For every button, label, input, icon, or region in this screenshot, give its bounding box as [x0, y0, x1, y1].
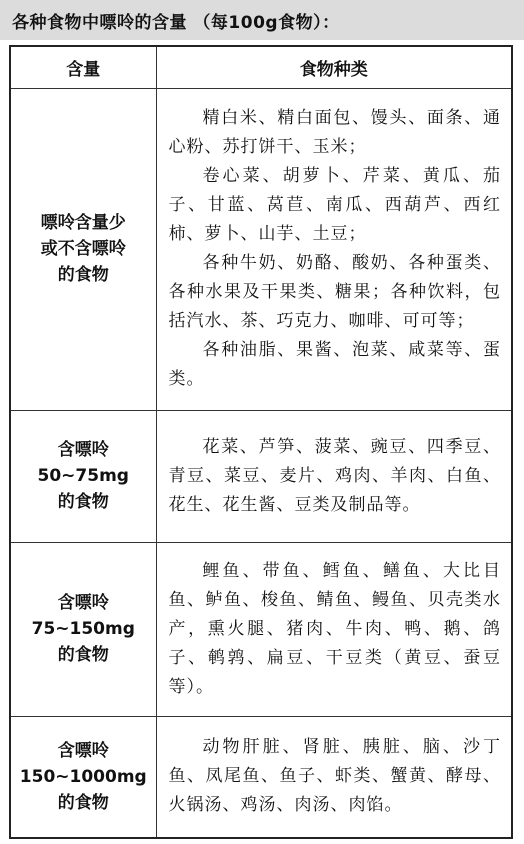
- food-list: [156, 716, 512, 838]
- header-content: 含量: [10, 46, 156, 88]
- table-header-row: [10, 46, 512, 88]
- food-paragraph: 各种油脂、果酱、泡菜、咸菜等、蛋类。: [168, 340, 501, 389]
- table-row: [10, 716, 512, 838]
- food-paragraph: 花菜、芦笋、菠菜、豌豆、四季豆、青豆、菜豆、麦片、鸡肉、羊肉、白鱼、花生、花生酱、豆类及制品等。: [168, 436, 501, 515]
- row-label-line: 含嘌呤: [57, 593, 109, 613]
- food-list: [156, 542, 512, 716]
- table-row: [10, 88, 512, 410]
- row-label-line: 的食物: [57, 645, 109, 665]
- row-label-line: 的食物: [57, 492, 109, 512]
- row-label-line: 嘌呤含量少: [40, 213, 126, 233]
- purine-content-table: [9, 45, 513, 839]
- row-label: [10, 410, 156, 542]
- food-paragraph: 各种牛奶、奶酪、酸奶、各种蛋类、各种水果及干果类、糖果；各种饮料，包括汽水、茶、巧克力、咖啡、可可等；: [168, 253, 501, 331]
- row-label-line: 含嘌呤: [57, 740, 109, 761]
- table-row: [10, 410, 512, 542]
- row-label-line: 或不含嘌呤: [40, 239, 126, 259]
- row-label-line: 的食物: [57, 265, 109, 285]
- row-label: [10, 88, 156, 410]
- header-food-type: 食物种类: [156, 46, 512, 88]
- row-label-line: 的食物: [57, 792, 109, 813]
- row-label: [10, 542, 156, 716]
- row-label-line: 50~75mg: [37, 466, 129, 486]
- row-label-line: 含嘌呤: [57, 440, 109, 460]
- page-title: 各种食物中嘌呤的含量 （每100g食物）：: [12, 12, 340, 33]
- row-label-line: 75~150mg: [31, 619, 135, 639]
- food-paragraph: 动物肝脏、肾脏、胰脏、脑、沙丁鱼、凤尾鱼、鱼子、虾类、蟹黄、酵母、火锅汤、鸡汤、肉汤、肉馅。: [168, 737, 501, 816]
- food-paragraph: 鲤鱼、带鱼、鳕鱼、鳝鱼、大比目鱼、鲈鱼、梭鱼、鲭鱼、鳗鱼、贝壳类水产，熏火腿、猪肉、牛肉、鸭、鹅、鸽子、鹌鹑、扁豆、干豆类（黄豆、蚕豆等）。: [168, 560, 501, 697]
- food-paragraph: 精白米、精白面包、馒头、面条、通心粉、苏打饼干、玉米；: [168, 108, 501, 157]
- table-row: [10, 542, 512, 716]
- food-list: [156, 88, 512, 410]
- food-list: [156, 410, 512, 542]
- food-paragraph: 卷心菜、胡萝卜、芹菜、黄瓜、茄子、甘蓝、莴苣、南瓜、西葫芦、西红柿、萝卜、山芋、土豆；: [168, 166, 501, 244]
- row-label-line: 150~1000mg: [19, 766, 147, 787]
- title-bar: [0, 0, 524, 40]
- row-label: [10, 716, 156, 838]
